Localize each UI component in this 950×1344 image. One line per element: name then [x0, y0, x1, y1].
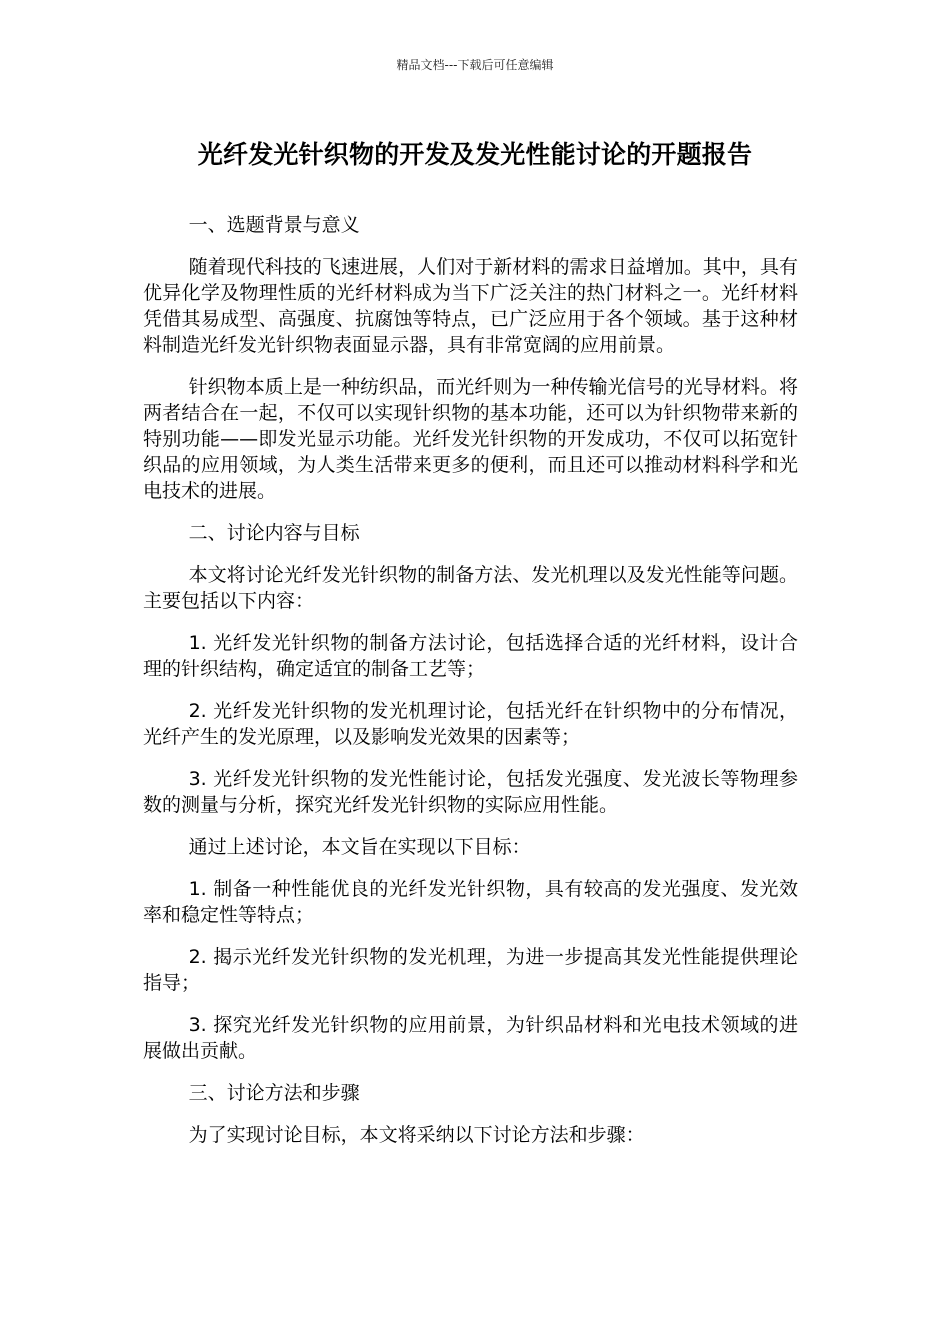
- document-body: [143, 212, 798, 1164]
- list-item-goal-3: 3. 探究光纤发光针织物的应用前景，为针织品材料和光电技术领域的进展做出贡献。: [143, 1014, 798, 1062]
- list-item-content-3: 3. 光纤发光针织物的发光性能讨论，包括发光强度、发光波长等物理参数的测量与分析，探究光纤发光针织物的实际应用性能。: [143, 768, 798, 816]
- section-heading-background: 一、选题背景与意义: [188, 214, 360, 236]
- list-item-content-2: 2. 光纤发光针织物的发光机理讨论，包括光纤在针织物中的分布情况，光纤产生的发光原理，以及影响发光效果的因素等；: [143, 700, 798, 748]
- page-header: 精品文档---下载后可任意编辑: [396, 58, 554, 72]
- list-item-content-1: 1. 光纤发光针织物的制备方法讨论，包括选择合适的光纤材料，设计合理的针织结构，确定适宜的制备工艺等；: [143, 632, 798, 680]
- paragraph-goals-intro: 通过上述讨论，本文旨在实现以下目标：: [188, 836, 531, 858]
- list-item-goal-2: 2. 揭示光纤发光针织物的发光机理，为进一步提高其发光性能提供理论指导；: [143, 946, 798, 994]
- section-heading-methods: 三、讨论方法和步骤: [188, 1082, 360, 1104]
- paragraph-background-1: 随着现代科技的飞速进展，人们对于新材料的需求日益增加。其中，具有优异化学及物理性质的光纤材料成为当下广泛关注的热门材料之一。光纤材料凭借其易成型、高强度、抗腐蚀等特点，已广泛应用于各个领域。基于这种材料制造光纤发光针织物表面显示器，具有非常宽阔的应用前景。: [143, 256, 798, 356]
- list-item-goal-1: 1. 制备一种性能优良的光纤发光针织物，具有较高的发光强度、发光效率和稳定性等特点；: [143, 878, 798, 926]
- paragraph-content-intro: 本文将讨论光纤发光针织物的制备方法、发光机理以及发光性能等问题。主要包括以下内容：: [143, 564, 798, 612]
- document-title: 光纤发光针织物的开发及发光性能讨论的开题报告: [197, 140, 753, 169]
- paragraph-methods-intro: 为了实现讨论目标，本文将采纳以下讨论方法和步骤：: [188, 1124, 645, 1146]
- section-heading-content-goals: 二、讨论内容与目标: [188, 522, 360, 544]
- paragraph-background-2: 针织物本质上是一种纺织品，而光纤则为一种传输光信号的光导材料。将两者结合在一起，不仅可以实现针织物的基本功能，还可以为针织物带来新的特别功能——即发光显示功能。光纤发光针织物的开发成功，不仅可以拓宽针织品的应用领域，为人类生活带来更多的便利，而且还可以推动材料科学和光电技术的进展。: [143, 376, 798, 502]
